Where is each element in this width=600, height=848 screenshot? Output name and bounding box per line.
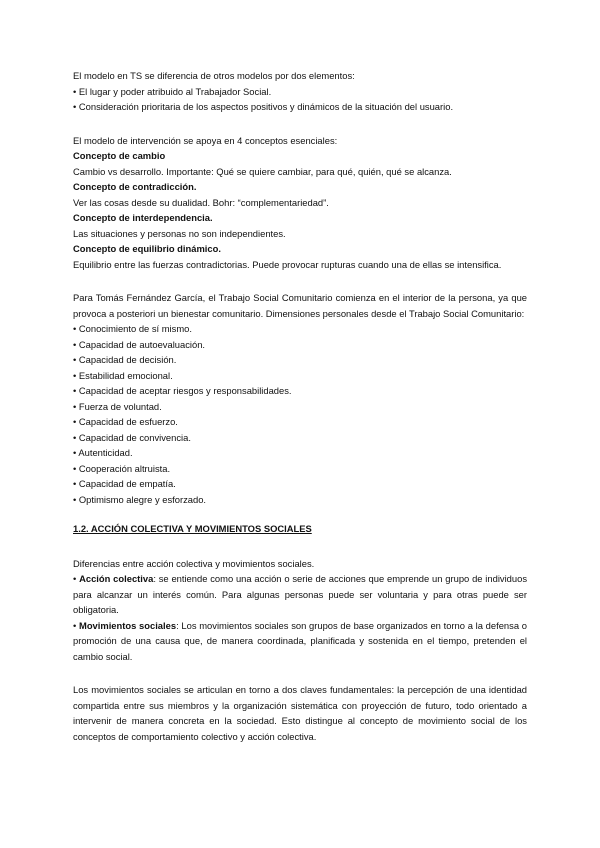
list-item: • Capacidad de decisión. [73, 352, 527, 368]
concept-text: Las situaciones y personas no son independientes. [73, 227, 286, 239]
concept-text: Cambio vs desarrollo. Importante: Qué se quiere cambiar, para qué, quién, qué se alcanza. [73, 165, 452, 177]
definition-item [73, 571, 527, 618]
list-item: • Capacidad de empatía. [73, 476, 527, 492]
concept-title: Concepto de interdependencia. [73, 212, 213, 223]
list-item: • Estabilidad emocional. [73, 368, 527, 384]
list-item: • Capacidad de esfuerzo. [73, 414, 527, 430]
list-item: • Cooperación altruista. [73, 461, 527, 477]
concept-title: Concepto de cambio [73, 150, 166, 161]
definition-item [73, 618, 527, 665]
list-item: • El lugar y poder atribuido al Trabajador Social. [73, 84, 527, 100]
section-intro: Diferencias entre acción colectiva y movimientos sociales. [73, 557, 315, 569]
section-heading: 1.2. ACCIÓN COLECTIVA Y MOVIMIENTOS SOCIALES [73, 523, 312, 534]
list-item: • Autenticidad. [73, 445, 527, 461]
block2-intro: El modelo de intervención se apoya en 4 conceptos esenciales: [73, 134, 338, 146]
concept-title: Concepto de contradicción. [73, 181, 197, 192]
list-item: • Capacidad de autoevaluación. [73, 337, 527, 353]
list-item: • Capacidad de aceptar riesgos y responsabilidades. [73, 383, 527, 399]
concept-title: Concepto de equilibrio dinámico. [73, 243, 221, 254]
definition-text: : Los movimientos sociales son grupos de base organizados en torno a la defensa o promoción de una causa que, de manera coordinada, planificada y sostenida en el tiempo, pretenden el cambio social. [73, 619, 527, 662]
list-item: • Conocimiento de sí mismo. [73, 321, 527, 337]
closing-paragraph: Los movimientos sociales se articulan en torno a dos claves fundamentales: la percepción de una identidad compartida entre sus miembros y la organización sistemática con proyección de futuro, todo orientado a intervenir de manera concreta en la sociedad. Esto distingue al concepto de movimiento social de los conceptos de comportamiento colectivo y acción colectiva. [73, 684, 527, 742]
concept-text: Ver las cosas desde su dualidad. Bohr: “complementariedad”. [73, 196, 329, 208]
definition-term: Movimientos sociales [79, 619, 177, 631]
list-item: • Consideración prioritaria de los aspectos positivos y dinámicos de la situación del usuario. [73, 99, 527, 115]
block1-intro: El modelo en TS se diferencia de otros modelos por dos elementos: [73, 70, 355, 81]
block3-intro: Para Tomás Fernández García, el Trabajo Social Comunitario comienza en el interior de la persona, ya que provoca a posteriori un bienestar comunitario. Dimensiones personales desde el Trabajo Social Comunitario: [73, 292, 527, 319]
definition-term: Acción colectiva [79, 573, 154, 584]
list-item: • Optimismo alegre y esforzado. [73, 492, 527, 508]
concept-text: Equilibrio entre las fuerzas contradictorias. Puede provocar rupturas cuando una de ellas se intensifica. [73, 258, 502, 270]
list-item: • Fuerza de voluntad. [73, 399, 527, 415]
list-item: • Capacidad de convivencia. [73, 430, 527, 446]
definition-text: : se entiende como una acción o serie de acciones que emprende un grupo de individuos para alcanzar un interés común. Para algunas personas puede ser voluntaria y para otras puede ser obligatoria. [73, 573, 528, 615]
document-page [73, 68, 527, 744]
